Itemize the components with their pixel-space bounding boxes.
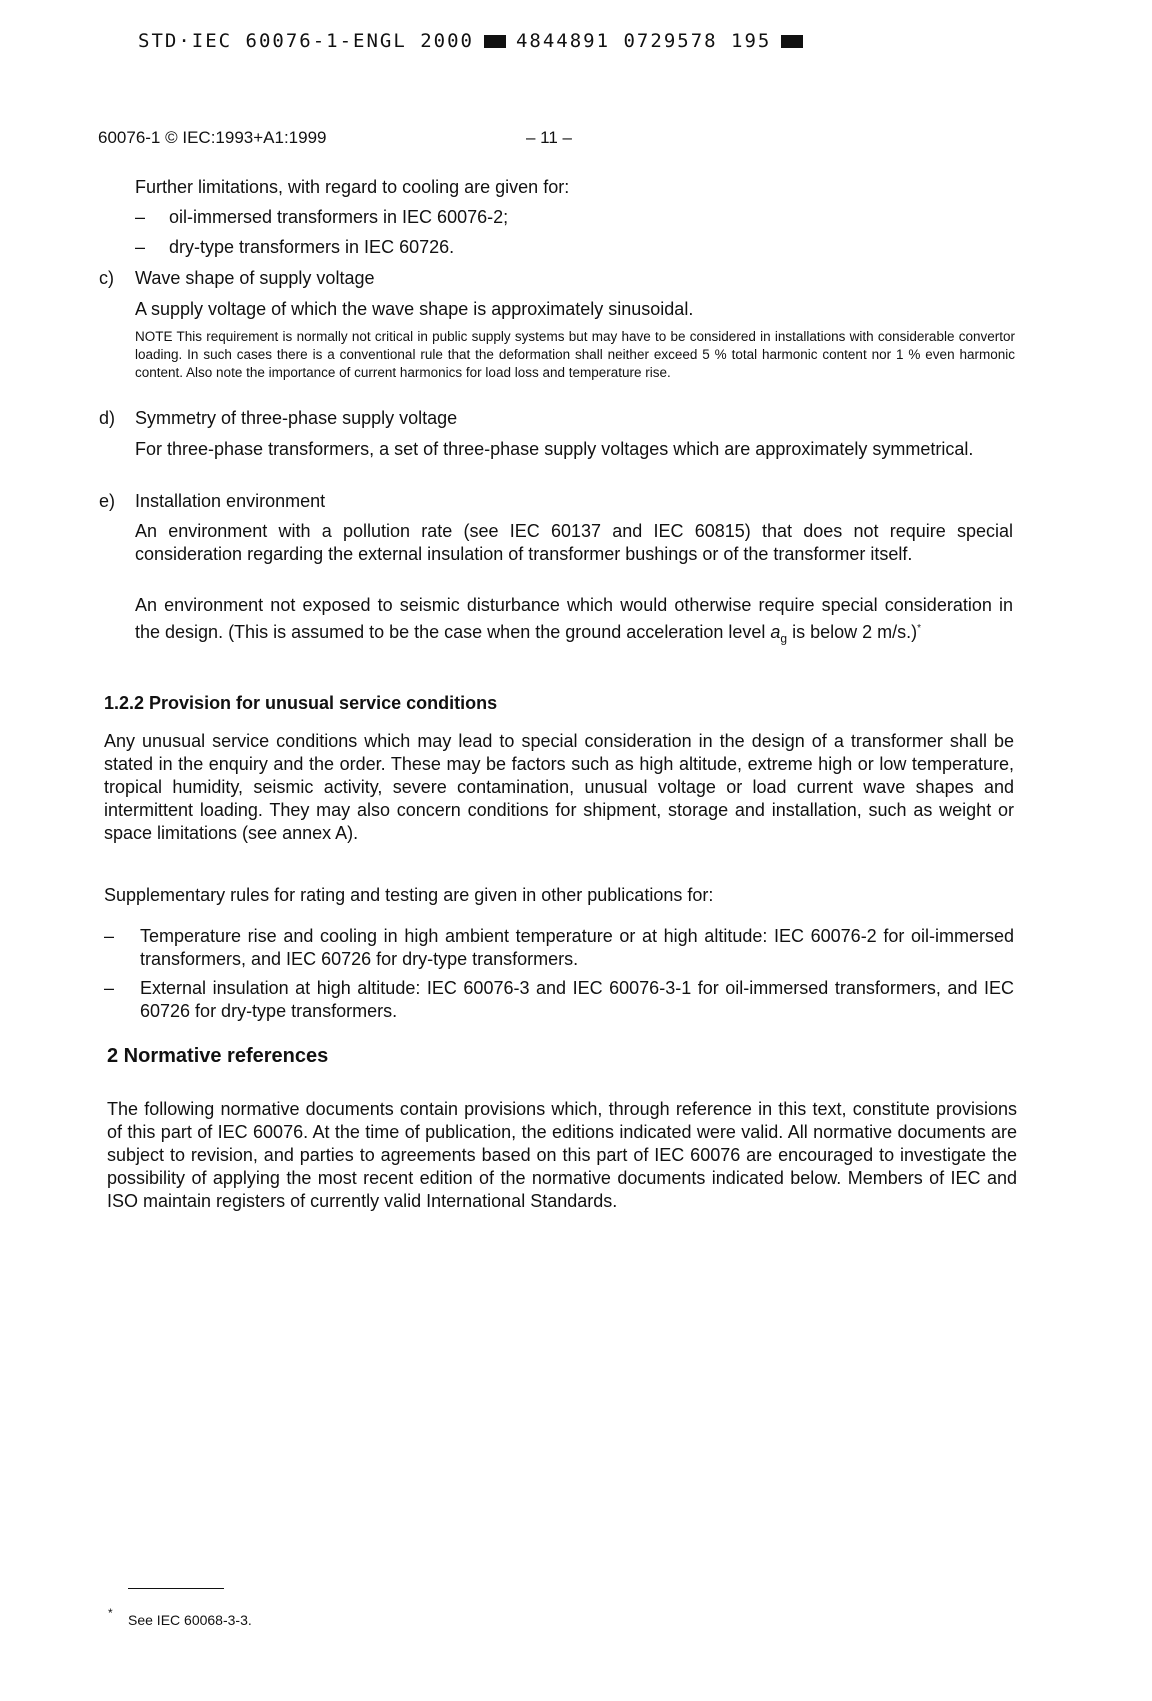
seismic-text-a: An environment not exposed to seismic disturbance which would otherwise require special consideration in the design. (This is assumed to be the case when the ground acceleration level: [135, 595, 1013, 642]
list-item: Temperature rise and cooling in high ambient temperature or at high altitude: IEC 60076-2 for oil-immersed transformers, and IEC 60726 for dry-type transformers.: [140, 926, 1014, 969]
list-dash: –: [104, 926, 115, 946]
accel-symbol: a: [770, 622, 781, 642]
item-d-title: Symmetry of three-phase supply voltage: [135, 408, 458, 428]
list-item: External insulation at high altitude: IEC 60076-3 and IEC 60076-3-1 for oil-immersed transformers, and IEC 60726 for dry-type transformers.: [140, 978, 1014, 1021]
item-c-note: NOTE This requirement is normally not critical in public supply systems but may have to be considered in installations with considerable convertor loading. In such cases there is a conventional rule that the deformation shall neither exceed 5 % total harmonic content nor 1 % even harmonic content. Also note the importance of current harmonics for load loss and temperature rise.: [135, 329, 1015, 380]
footnote-text: See IEC 60068-3-3.: [128, 1612, 252, 1628]
black-block-icon: [781, 35, 803, 48]
section-heading-1-2-2: 1.2.2 Provision for unusual service conditions: [104, 693, 498, 713]
page-header-reference: 60076-1 © IEC:1993+A1:1999: [98, 128, 327, 147]
item-marker-c: c): [99, 268, 114, 288]
list-item: dry-type transformers in IEC 60726.: [169, 237, 455, 257]
footnote-divider: [128, 1588, 224, 1589]
page-number: – 11 –: [526, 128, 573, 147]
item-c-title: Wave shape of supply voltage: [135, 268, 375, 288]
normative-references-paragraph: The following normative documents contain provisions which, through reference in this text, constitute provisions of this part of IEC 60076. At the time of publication, the editions indicated were valid. All normative documents are subject to revision, and parties to agreements based on this part of IEC 60076 are encouraged to investigate the possibility of applying the most recent edition of the normative documents indicated below. Members of IEC and ISO maintain registers of currently valid International Standards.: [107, 1099, 1017, 1211]
list-dash: –: [104, 978, 115, 998]
footnote-marker: *: [108, 1606, 113, 1620]
std-identifier-text: STD·IEC 60076-1-ENGL 2000: [138, 30, 474, 52]
further-limitations-text: Further limitations, with regard to cooling are given for:: [135, 177, 570, 197]
seismic-text-b: is below 2 m/s.): [787, 622, 918, 642]
footnote-ref: *: [917, 623, 922, 634]
std-code-text: 4844891 0729578 195: [515, 30, 772, 52]
supplementary-rules-text: Supplementary rules for rating and testing are given in other publications for:: [104, 885, 714, 905]
accel-subscript: g: [780, 631, 788, 646]
section-1-2-2-paragraph: Any unusual service conditions which may lead to special consideration in the design of a transformer shall be stated in the enquiry and the order. These may be factors such as high altitude, extreme high or low temperature, tropical humidity, seismic activity, severe contamination, unusual voltage or load current wave shapes and intermittent loading. They may also concern conditions for shipment, storage and installation, such as weight or space limitations (see annex A).: [104, 731, 1014, 843]
item-marker-d: d): [99, 408, 116, 428]
black-block-icon: [484, 35, 506, 48]
item-d-text: For three-phase transformers, a set of three-phase supply voltages which are approximately symmetrical.: [135, 439, 974, 459]
list-dash: –: [135, 207, 146, 227]
item-e-text-seismic: [135, 594, 1013, 651]
std-identifier-line: [138, 30, 803, 52]
item-e-text-pollution: An environment with a pollution rate (see IEC 60137 and IEC 60815) that does not require special consideration regarding the external insulation of transformer bushings or of the transformer itself.: [135, 521, 1013, 564]
list-dash: –: [135, 237, 146, 257]
item-e-title: Installation environment: [135, 491, 326, 511]
item-marker-e: e): [99, 491, 116, 511]
list-item: oil-immersed transformers in IEC 60076-2;: [169, 207, 509, 227]
section-heading-2: 2 Normative references: [107, 1045, 329, 1067]
item-c-text: A supply voltage of which the wave shape is approximately sinusoidal.: [135, 299, 694, 319]
